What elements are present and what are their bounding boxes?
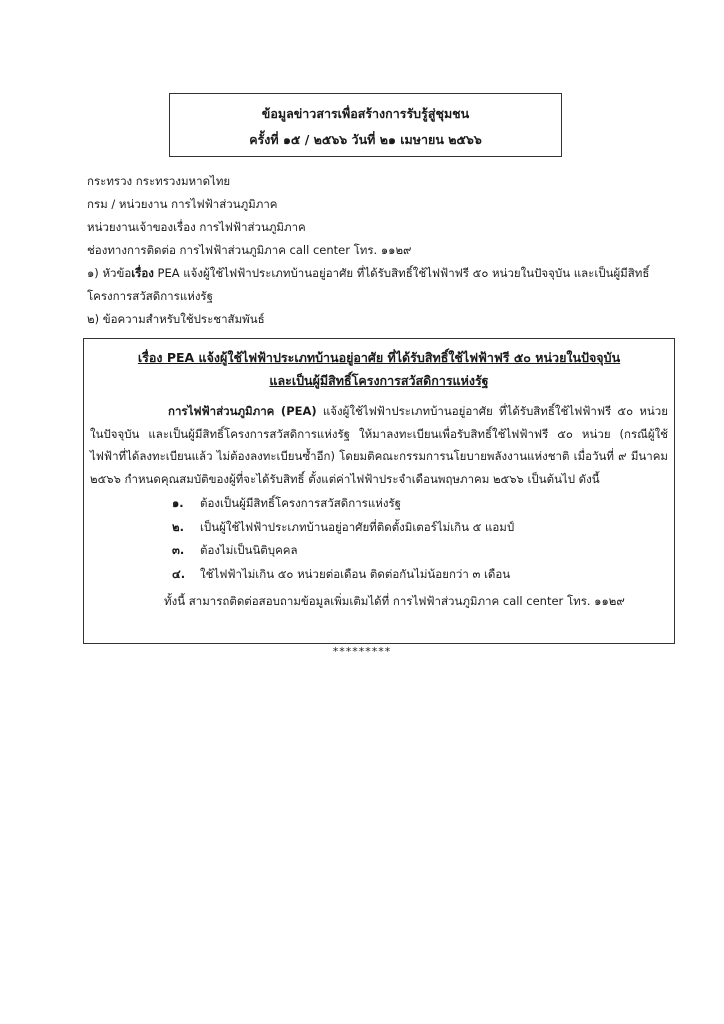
header-issue-date: ครั้งที่ ๑๕ / ๒๕๖๖ วันที่ ๒๑ เมษายน ๒๕๖๖ [249,132,482,147]
meta-info [87,170,411,262]
end-mark: ********* [332,645,392,658]
condition-number: ๔. [172,566,186,581]
condition-text: ต้องเป็นผู้มีสิทธิ์โครงการสวัสดิการแห่งรัฐ [200,496,401,510]
condition-text: ต้องไม่เป็นนิติบุคคล [200,543,298,557]
list-item [172,563,674,587]
press-release-title [84,346,674,392]
header-title: ข้อมูลข่าวสารเพื่อสร้างการรับรู้สู่ชุมชน [261,106,470,121]
header-box [169,93,562,157]
meta-owner: หน่วยงานเจ้าของเรื่อง การไฟฟ้าส่วนภูมิภาค [87,220,306,234]
meta-department: กรม / หน่วยงาน การไฟฟ้าส่วนภูมิภาค [87,197,278,211]
topic-text: PEA แจ้งผู้ใช้ไฟฟ้าประเภทบ้านอยู่อาศัย ที่ได้รับสิทธิ์ใช้ไฟฟ้าฟรี ๕๐ หน่วยในปัจจุบัน และเป็นผู้มีสิทธิ์โครงการสวัสดิการแห่งรัฐ [87,266,650,303]
topic-label: เรื่อง [131,266,154,280]
list-item [172,492,674,516]
condition-number: ๓. [172,543,185,557]
title-line-2: และเป็นผู้มีสิทธิ์โครงการสวัสดิการแห่งรัฐ [269,373,489,388]
press-release-box [83,338,675,644]
list-item [172,516,674,540]
condition-text: เป็นผู้ใช้ไฟฟ้าประเภทบ้านอยู่อาศัยที่ติดตั้งมิเตอร์ไม่เกิน ๕ แอมป์ [200,519,515,534]
condition-text: ใช้ไฟฟ้าไม่เกิน ๕๐ หน่วยต่อเดือน ติดต่อกันไม่น้อยกว่า ๓ เดือน [200,566,511,581]
topic-prefix: ๑) หัวข้อ [87,266,132,280]
meta-channel: ช่องทางการติดต่อ การไฟฟ้าส่วนภูมิภาค call center โทร. ๑๑๒๙ [87,243,412,257]
title-line-1: เรื่อง PEA แจ้งผู้ใช้ไฟฟ้าประเภทบ้านอยู่อาศัย ที่ได้รับสิทธิ์ใช้ไฟฟ้าฟรี ๕๐ หน่วยในปัจจุบัน [137,350,621,365]
meta-ministry: กระทรวง กระทรวงมหาดไทย [87,174,231,188]
body-paragraph: แจ้งผู้ใช้ไฟฟ้าประเภทบ้านอยู่อาศัย ที่ได้รับสิทธิ์ใช้ไฟฟ้าฟรี ๕๐ หน่วย ในปัจจุบัน และเป็นผู้มีสิทธิ์โครงการสวัสดิการแห่งรัฐ ให้มาลงทะเบียนเพื่อรับสิทธิ์ใช้ไฟฟ้าฟรี ๕๐ หน่วย (กรณีผู้ใช้ไฟฟ้าที่ได้ลงทะเบียนแล้ว ไม่ต้องลงทะเบียนซ้ำอีก) โดยมติคณะกรรมการนโยบายพลังงานแห่งชาติ เมื่อวันที่ ๙ มีนาคม ๒๕๖๖ กำหนดคุณสมบัติของผู้ที่จะได้รับสิทธิ์ ตั้งแต่ค่าไฟฟ้าประจำเดือนพฤษภาคม ๒๕๖๖ เป็นต้นไป ดังนี้ [90,404,668,486]
topic-section [87,262,677,331]
press-release-body [90,400,668,490]
topic-line [87,262,677,308]
condition-number: ๑. [172,496,184,510]
conditions-list [84,492,674,586]
list-item [172,539,674,563]
condition-number: ๒. [172,519,184,534]
topic-purpose: ๒) ข้อความสำหรับใช้ประชาสัมพันธ์ [87,312,265,326]
lead-organization: การไฟฟ้าส่วนภูมิภาค (PEA) [168,404,317,418]
contact-info: ทั้งนี้ สามารถติดต่อสอบถามข้อมูลเพิ่มเติมได้ที่ การไฟฟ้าส่วนภูมิภาค call center โทร. ๑๑๒๙ [164,594,625,608]
